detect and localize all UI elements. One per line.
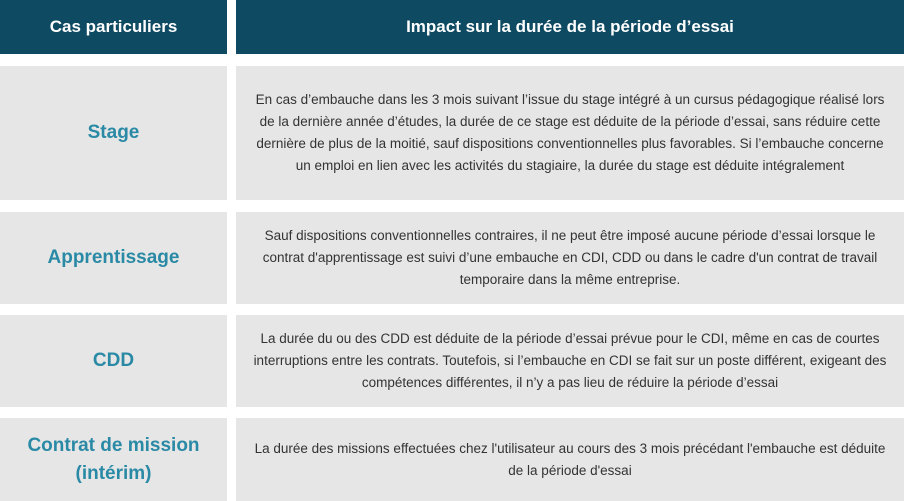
case-label: CDD [0, 315, 227, 407]
impact-text: La durée du ou des CDD est déduite de la période d’essai prévue pour le CDI, même en cas de courtes interruptions entre les contrats. Toutefois, si l’embauche en CDI se fait sur un poste différent, exigeant des compétences différentes, il n’y a pas lieu de réduire la période d’essai [236, 315, 904, 407]
impact-text: En cas d’embauche dans les 3 mois suivant l’issue du stage intégré à un cursus pédagogique réalisé lors de la dernière année d’études, la durée de ce stage est déduite de la période d’essai, sans réduire cette dernière de plus de la moitié, sauf dispositions conventionnelles plus favorables. Si l’embauche concerne un emploi en lien avec les activités du stagiaire, la durée du stage est déduite intégralement [236, 66, 904, 200]
header-cas-particuliers: Cas particuliers [0, 0, 227, 54]
case-label: Stage [0, 66, 227, 200]
impact-text: La durée des missions effectuées chez l'utilisateur au cours des 3 mois précédant l'embauche est déduite de la période d'essai [236, 418, 904, 501]
case-label: Contrat de mission (intérim) [0, 418, 227, 501]
header-impact: Impact sur la durée de la période d’essai [236, 0, 904, 54]
impact-text: Sauf dispositions conventionnelles contraires, il ne peut être imposé aucune période d’essai lorsque le contrat d'apprentissage est suivi d’une embauche en CDI, CDD ou dans le cadre d'un contrat de travail temporaire dans la même entreprise. [236, 212, 904, 304]
case-label: Apprentissage [0, 212, 227, 304]
